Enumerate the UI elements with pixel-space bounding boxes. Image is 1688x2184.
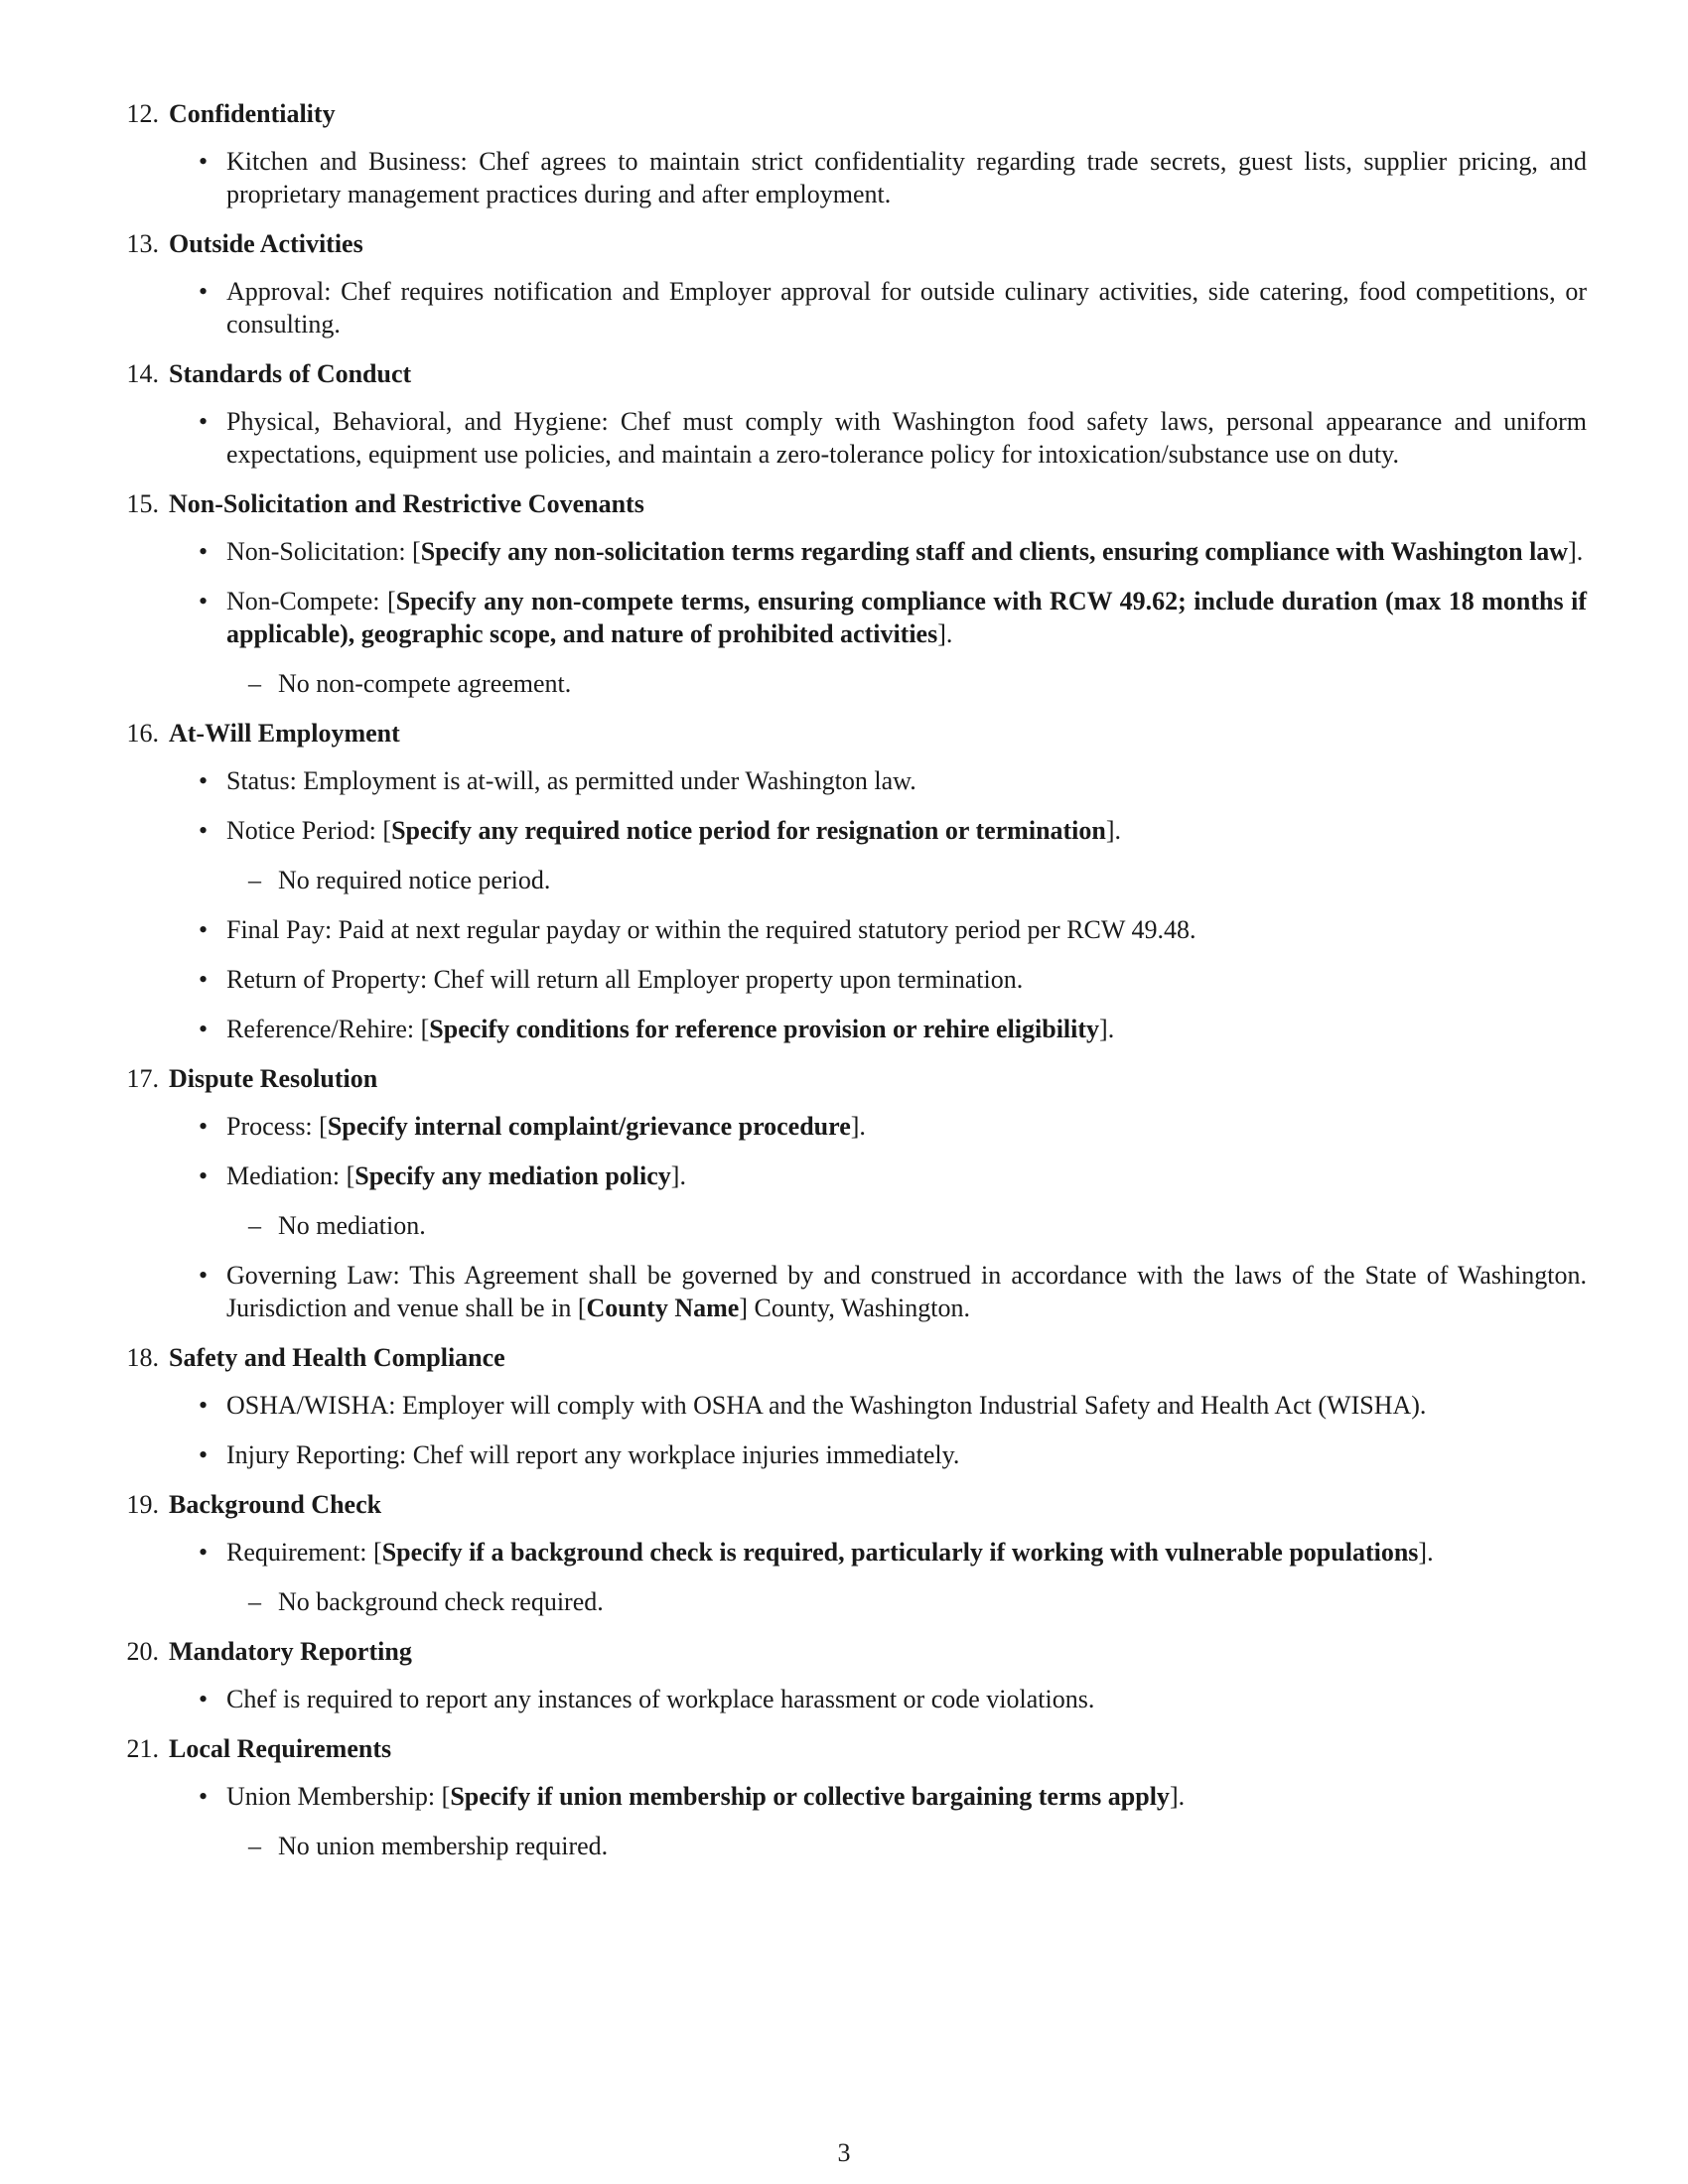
section bbox=[117, 227, 1587, 341]
bullet-list bbox=[117, 275, 1587, 341]
section bbox=[117, 1488, 1587, 1618]
bullet-item bbox=[117, 814, 1587, 847]
section-number: 20. bbox=[126, 1637, 159, 1666]
placeholder-text: Specify any required notice period for resignation or termination bbox=[391, 816, 1106, 845]
item-text: Kitchen and Business: Chef agrees to maintain strict confidentiality regarding trade secrets, guest lists, supplier pricing, and proprietary management practices during and after employment. bbox=[226, 147, 1587, 208]
placeholder-text: Specify internal complaint/grievance procedure bbox=[327, 1112, 851, 1141]
bullet-item bbox=[117, 1259, 1587, 1324]
section-number: 15. bbox=[126, 489, 159, 518]
item-text: Return of Property: Chef will return all Employer property upon termination. bbox=[226, 965, 1024, 994]
section-heading bbox=[117, 1635, 1587, 1668]
bullet-list bbox=[117, 145, 1587, 210]
section bbox=[117, 97, 1587, 210]
bullet-item bbox=[117, 1013, 1587, 1045]
section-number: 18. bbox=[126, 1343, 159, 1372]
bullet-item bbox=[117, 1683, 1587, 1715]
bullet-list bbox=[117, 1683, 1587, 1715]
bullet-item bbox=[117, 1438, 1587, 1471]
section bbox=[117, 487, 1587, 700]
bullet-item bbox=[117, 275, 1587, 341]
section-title: Standards of Conduct bbox=[169, 359, 412, 388]
section-heading bbox=[117, 357, 1587, 390]
section-number: 21. bbox=[126, 1734, 159, 1763]
section-number: 14. bbox=[126, 359, 159, 388]
item-text-end: ]. bbox=[1418, 1538, 1434, 1567]
bullet-list bbox=[117, 1780, 1587, 1862]
section-title: Safety and Health Compliance bbox=[169, 1343, 505, 1372]
item-text: Chef is required to report any instances of workplace harassment or code violations. bbox=[226, 1685, 1095, 1713]
section-heading bbox=[117, 1341, 1587, 1374]
section bbox=[117, 717, 1587, 1045]
section-title: Background Check bbox=[169, 1490, 382, 1519]
placeholder-text: Specify conditions for reference provision or rehire eligibility bbox=[429, 1015, 1100, 1043]
sub-item: – No union membership required. bbox=[117, 1830, 1587, 1862]
section-title: Dispute Resolution bbox=[169, 1064, 378, 1093]
item-text: Final Pay: Paid at next regular payday or within the required statutory period per RCW 49.48. bbox=[226, 915, 1196, 944]
bullet-list bbox=[117, 764, 1587, 1045]
bullet-item bbox=[117, 764, 1587, 797]
bullet-list bbox=[117, 1389, 1587, 1471]
bullet-item bbox=[117, 535, 1587, 568]
section bbox=[117, 1341, 1587, 1471]
section-number: 12. bbox=[126, 99, 159, 128]
section-title: Outside Activities bbox=[169, 229, 363, 258]
bullet-list bbox=[117, 1536, 1587, 1618]
item-text: Reference/Rehire: [ bbox=[226, 1015, 430, 1043]
bullet-list bbox=[117, 535, 1587, 700]
item-text: Injury Reporting: Chef will report any workplace injuries immediately. bbox=[226, 1440, 960, 1469]
sub-item: – No mediation. bbox=[117, 1209, 1587, 1242]
sub-item: – No non-compete agreement. bbox=[117, 667, 1587, 700]
item-text-end: ]. bbox=[670, 1161, 686, 1190]
bullet-item bbox=[117, 1110, 1587, 1143]
item-text-end: ]. bbox=[1568, 537, 1584, 566]
section-heading bbox=[117, 1488, 1587, 1521]
placeholder-text: County Name bbox=[586, 1294, 740, 1322]
item-text: Non-Compete: [ bbox=[226, 587, 396, 615]
placeholder-text: Specify any non-compete terms, ensuring compliance with RCW 49.62; include duration (max 18 months if applicable), geographic scope, and nature of prohibited activities bbox=[226, 587, 1587, 648]
bullet-list bbox=[117, 1110, 1587, 1324]
sub-item: – No required notice period. bbox=[117, 864, 1587, 896]
item-text-end: ] County, Washington. bbox=[739, 1294, 970, 1322]
section-number: 19. bbox=[126, 1490, 159, 1519]
item-text-end: ]. bbox=[1105, 816, 1122, 845]
section-title: At-Will Employment bbox=[169, 719, 400, 748]
placeholder-text: Specify if a background check is required, particularly if working with vulnerable populations bbox=[381, 1538, 1419, 1567]
bullet-item bbox=[117, 1536, 1587, 1569]
section-number: 16. bbox=[126, 719, 159, 748]
section bbox=[117, 357, 1587, 471]
item-text: Approval: Chef requires notification and Employer approval for outside culinary activities, side catering, food competitions, or consulting. bbox=[226, 277, 1587, 339]
section-title: Mandatory Reporting bbox=[169, 1637, 412, 1666]
placeholder-text: Specify if union membership or collective bargaining terms apply bbox=[450, 1782, 1170, 1811]
section bbox=[117, 1062, 1587, 1324]
bullet-list bbox=[117, 405, 1587, 471]
item-text-end: ]. bbox=[1169, 1782, 1186, 1811]
section-heading bbox=[117, 227, 1587, 260]
item-text: Physical, Behavioral, and Hygiene: Chef must comply with Washington food safety laws, personal appearance and uniform expectations, equipment use policies, and maintain a zero-tolerance policy for intoxication/substance use on duty. bbox=[226, 407, 1587, 469]
bullet-item bbox=[117, 1780, 1587, 1813]
sub-item: – No background check required. bbox=[117, 1585, 1587, 1618]
section bbox=[117, 1732, 1587, 1862]
document-body bbox=[117, 97, 1587, 1879]
bullet-item bbox=[117, 1160, 1587, 1192]
section-title: Confidentiality bbox=[169, 99, 336, 128]
item-text: Union Membership: [ bbox=[226, 1782, 451, 1811]
placeholder-text: Specify any non-solicitation terms regarding staff and clients, ensuring compliance with Washington law bbox=[420, 537, 1569, 566]
bullet-item bbox=[117, 585, 1587, 650]
placeholder-text: Specify any mediation policy bbox=[354, 1161, 671, 1190]
section-heading bbox=[117, 1062, 1587, 1095]
bullet-item bbox=[117, 405, 1587, 471]
section-heading bbox=[117, 1732, 1587, 1765]
section-heading bbox=[117, 717, 1587, 750]
bullet-item bbox=[117, 913, 1587, 946]
page-number: 3 bbox=[837, 2138, 851, 2167]
item-text-end: ]. bbox=[937, 619, 953, 648]
item-text: Non-Solicitation: [ bbox=[226, 537, 421, 566]
item-text-end: ]. bbox=[850, 1112, 866, 1141]
item-text: Governing Law: This Agreement shall be governed by and construed in accordance with the laws of the State of Washington. Jurisdiction and venue shall be in [ bbox=[226, 1261, 1587, 1322]
section-heading bbox=[117, 487, 1587, 520]
section-title: Local Requirements bbox=[169, 1734, 392, 1763]
section-heading bbox=[117, 97, 1587, 130]
item-text: Notice Period: [ bbox=[226, 816, 392, 845]
section-title: Non-Solicitation and Restrictive Covenants bbox=[169, 489, 644, 518]
item-text: Requirement: [ bbox=[226, 1538, 382, 1567]
item-text: OSHA/WISHA: Employer will comply with OSHA and the Washington Industrial Safety and Health Act (WISHA). bbox=[226, 1391, 1427, 1420]
bullet-item bbox=[117, 1389, 1587, 1422]
section-number: 13. bbox=[126, 229, 159, 258]
item-text: Status: Employment is at-will, as permitted under Washington law. bbox=[226, 766, 916, 795]
section-number: 17. bbox=[126, 1064, 159, 1093]
item-text: Process: [ bbox=[226, 1112, 328, 1141]
section bbox=[117, 1635, 1587, 1715]
item-text: Mediation: [ bbox=[226, 1161, 355, 1190]
bullet-item bbox=[117, 963, 1587, 996]
item-text-end: ]. bbox=[1099, 1015, 1115, 1043]
bullet-item bbox=[117, 145, 1587, 210]
